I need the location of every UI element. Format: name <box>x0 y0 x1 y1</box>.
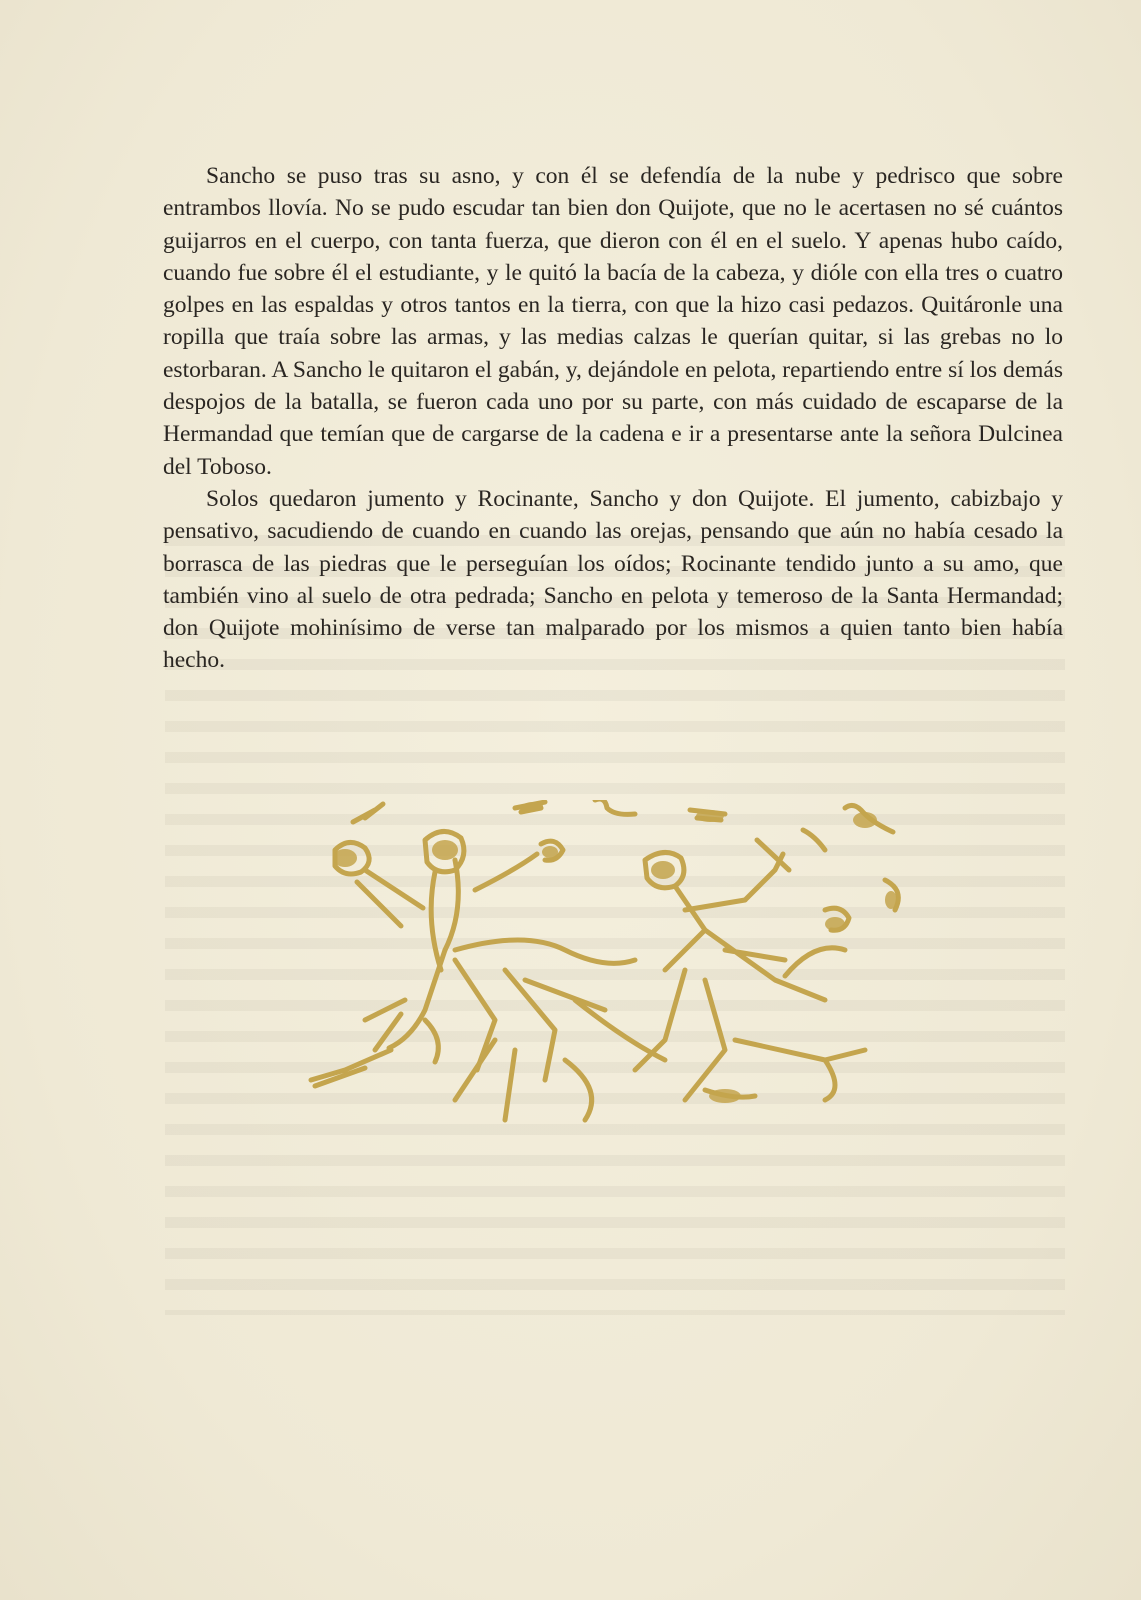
paragraph-1: Sancho se puso tras su asno, y con él se defendía de la nube y pedrisco que sobre entrambos llovía. No se pudo escudar tan bien don Quijote, que no le acertasen no sé cuántos guijarros en el cuerpo, con tanta fuerza, que dieron con él en el suelo. Y apenas hubo caído, cuando fue sobre él el estudiante, y le quitó la bacía de la cabeza, y dióle con ella tres o cuatro golpes en las espaldas y otros tantos en la tierra, con que la hizo casi pedazos. Quitáronle una ropilla que traía sobre las armas, y las medias calzas le querían quitar, si las grebas no lo estorbaran. A Sancho le quitaron el gabán, y, dejándole en pelota, repartiendo entre sí los demás despojos de la batalla, se fueron cada uno por su parte, con más cuidado de escaparse de la Hermandad que temían que de cargarse de la cadena e ir a presentarse ante la señora Dulcinea del Toboso. <box>163 163 1063 480</box>
paragraph-2: Solos quedaron jumento y Rocinante, Sancho y don Quijote. El jumento, cabizbajo y pensativo, sacudiendo de cuando en cuando las orejas, pensando que aún no había cesado la borrasca de las piedras que le perseguían los oídos; Rocinante tendido junto a su amo, que también vino al suelo de otra pedrada; Sancho en pelota y temeroso de la Santa Hermandad; don Quijote mohinísimo de verse tan malparado por los mismos a quien tanto bien había hecho. <box>163 485 1063 674</box>
gold-ink-sketch-icon <box>305 800 925 1130</box>
body-text <box>163 160 1063 677</box>
